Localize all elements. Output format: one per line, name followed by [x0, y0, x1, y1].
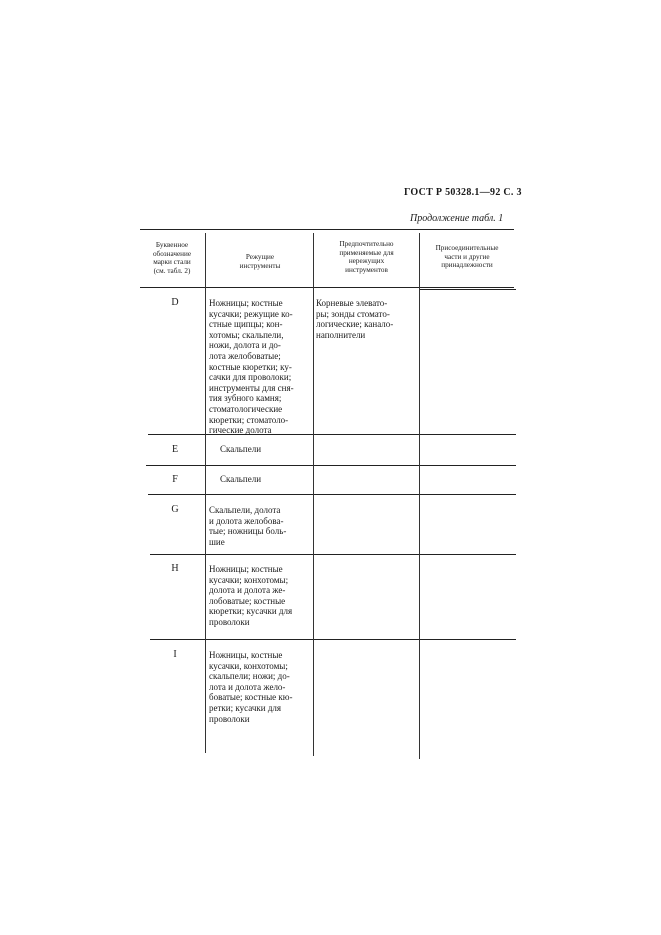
table-row-letter: I	[173, 649, 177, 660]
cutting-tools-cell: Ножницы; костные кусачки; конхотомы; долота и долота же- лобоватые; костные кюретки; кусачки для проволоки	[209, 564, 293, 627]
column-header-attachments: Присоединительные части и другие принадлежности	[435, 244, 499, 270]
cutting-tools-cell: Ножницы; костные кусачки; режущие ко- стные щипцы; кон- хотомы; скальпели, ножи, долота и до- лота желобоватые; костные кюретки; ку- сачки для проволоки; инструменты для сня- тия зубного камня; стоматологические кюретки; стоматоло- гические долота	[209, 298, 294, 436]
table-header-rule-2	[420, 289, 516, 290]
row-separator	[146, 465, 516, 466]
table-continuation-label: Продолжение табл. 1	[410, 213, 504, 224]
column-rule	[205, 233, 206, 753]
page-header: ГОСТ Р 50328.1—92 С. 3	[404, 187, 522, 198]
table-row-letter: E	[171, 444, 179, 455]
cutting-tools-cell: Ножницы, костные кусачки, конхотомы; скальпели; ножи; до- лота и долота жело- боватые; костные кю- ретки; кусачки для проволоки	[209, 650, 293, 724]
row-separator	[148, 494, 516, 495]
table-row-letter: F	[172, 474, 178, 485]
column-rule	[313, 233, 314, 756]
table-top-rule	[140, 229, 514, 230]
column-header-cutting-tools: Режущие инструменты	[239, 253, 281, 270]
column-header-steel-mark: Буквенное обозначение марки стали (см. табл. 2)	[152, 241, 192, 275]
table-row-letter: H	[171, 563, 179, 574]
noncutting-tools-cell: Корневые элевато- ры; зонды стомато- логические; канало- наполнители	[316, 298, 394, 340]
cutting-tools-cell: Скальпели	[220, 474, 262, 484]
cutting-tools-cell: Скальпели	[220, 444, 262, 454]
table-row-letter: D	[171, 297, 179, 308]
column-rule	[419, 233, 420, 759]
row-separator	[148, 434, 516, 435]
table-header-rule	[140, 287, 514, 288]
table-row-letter: G	[171, 504, 179, 515]
column-header-noncutting-tools: Предпочтительно применяемые для нережущих инструментов	[339, 240, 394, 274]
cutting-tools-cell: Скальпели, долота и долота желобова- тые; ножницы боль- шие	[209, 505, 287, 547]
